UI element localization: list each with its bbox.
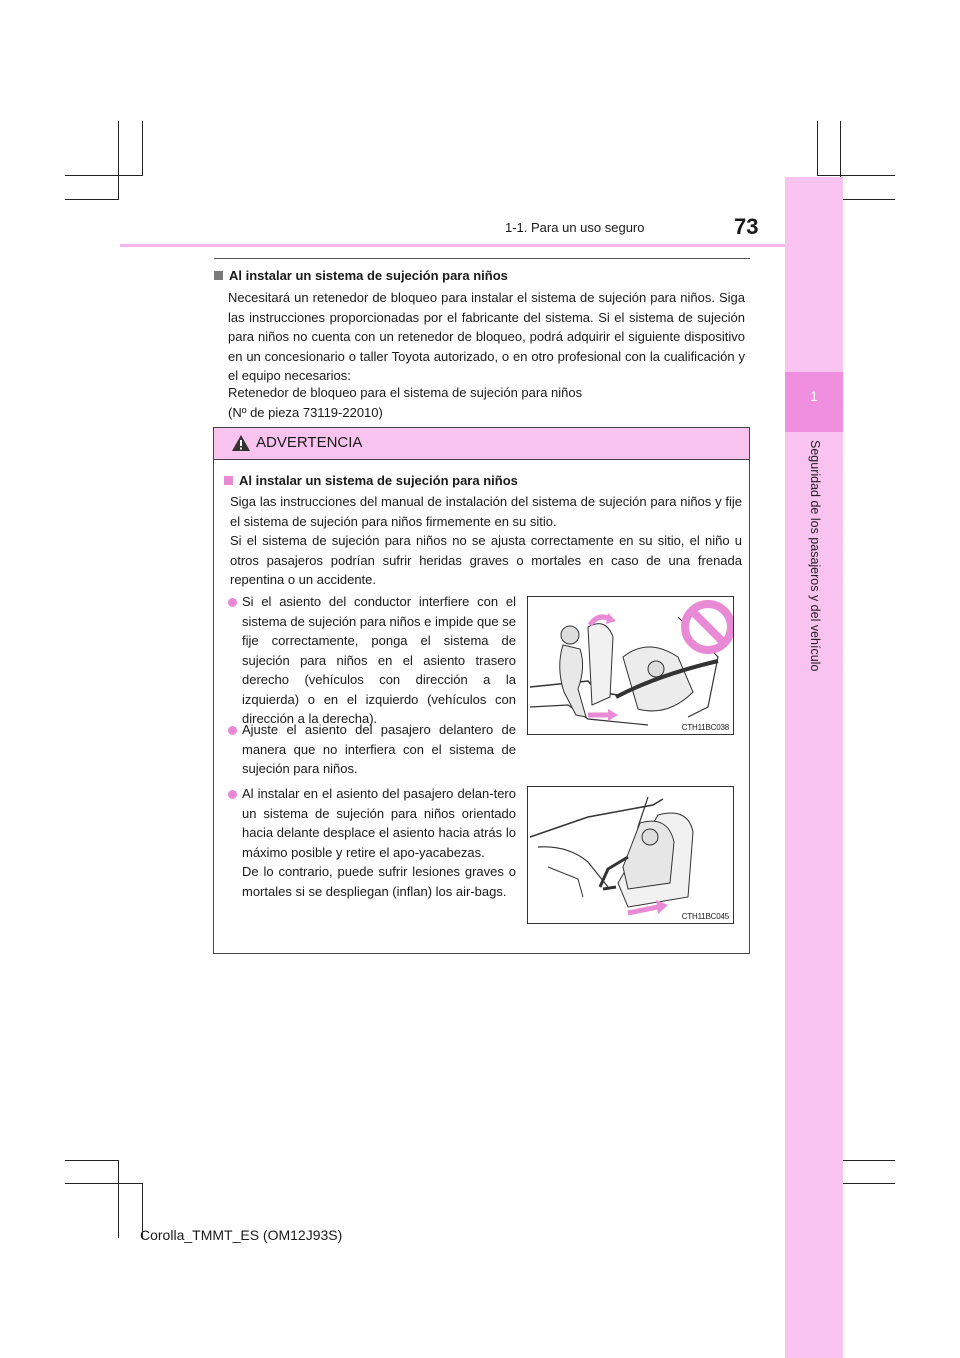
square-bullet-icon [224, 476, 233, 485]
warning-heading: Al instalar un sistema de sujeción para niños [224, 473, 518, 488]
round-bullet-icon [228, 598, 237, 607]
warning-paragraph-1: Siga las instrucciones del manual de instalación del sistema de sujeción para niños y fije el sistema de sujeción para niños firmemente en su sitio. [230, 494, 742, 529]
page-number: 73 [734, 214, 759, 239]
warning-bullet-1: Si el asiento del conductor interfiere con el sistema de sujeción para niños e impide que se fije correctamente, ponga el sistema de sujeción para niños en el asiento trasero derecho (vehículos con dirección a la izquierda) o en el izquierdo (vehículos con dirección a la derecha). [242, 594, 516, 726]
warning-header [214, 428, 749, 460]
content-top-rule [214, 258, 750, 259]
document-footer: Corolla_TMMT_ES (OM12J93S) [140, 1227, 343, 1243]
figure-1-code: CTH11BC038 [681, 723, 729, 732]
round-bullet-icon [228, 790, 237, 799]
car-seat-illustration-2 [528, 787, 733, 923]
chapter-title: Seguridad de los pasajeros y del vehículo [808, 440, 822, 672]
chapter-number: 1 [810, 388, 818, 404]
figure-driver-seat-interference [527, 596, 734, 735]
warning-bullet-2: Ajuste el asiento del pasajero delantero de manera que no interfiera con el sistema de sujeción para niños. [242, 722, 516, 776]
chapter-side-tab [785, 177, 843, 1358]
warning-bullet-3: Al instalar en el asiento del pasajero delan-tero un sistema de sujeción para niños orientado hacia delante desplace el asiento hacia atrás lo máximo posible y retire el apo-yacabezas. [242, 786, 516, 860]
warning-triangle-icon [231, 434, 251, 452]
warning-title: ADVERTENCIA [256, 434, 363, 451]
intro-section [214, 268, 750, 283]
warning-bullet-3-cont: De lo contrario, puede sufrir lesiones graves o mortales si se despliegan (inflan) los air-bags. [242, 864, 516, 899]
round-bullet-icon [228, 726, 237, 735]
square-bullet-icon [214, 271, 223, 280]
figure-2-code: CTH11BC045 [681, 912, 729, 921]
warning-box [213, 427, 750, 954]
warning-paragraph-2: Si el sistema de sujeción para niños no se ajusta correctamente en su sitio, el niño u otros pasajeros podrían sufrir heridas graves o mortales en caso de una frenada repentina o un accidente. [230, 533, 742, 587]
header-rule [120, 244, 785, 247]
section-title: 1-1. Para un uso seguro [505, 220, 645, 235]
car-seat-illustration-1 [528, 597, 733, 734]
intro-heading: Al instalar un sistema de sujeción para niños [214, 268, 750, 283]
figure-passenger-seat-back [527, 786, 734, 924]
intro-paragraph: Necesitará un retenedor de bloqueo para instalar el sistema de sujeción para niños. Siga las instrucciones proporcionadas por el fabricante del sistema. Si el sistema de sujeción para niños no cuenta con un retenedor de bloqueo, podrá adquirir el siguiente dispositivo en un concesionario o taller Toyota autorizado, o en otro profesional con la cualificación y el equipo necesarios: [228, 290, 745, 383]
part-line-2: (Nº de pieza 73119-22010) [228, 404, 383, 420]
part-info [228, 383, 745, 422]
part-line-1: Retenedor de bloqueo para el sistema de sujeción para niños [228, 385, 583, 400]
chapter-title-vertical [800, 440, 830, 740]
